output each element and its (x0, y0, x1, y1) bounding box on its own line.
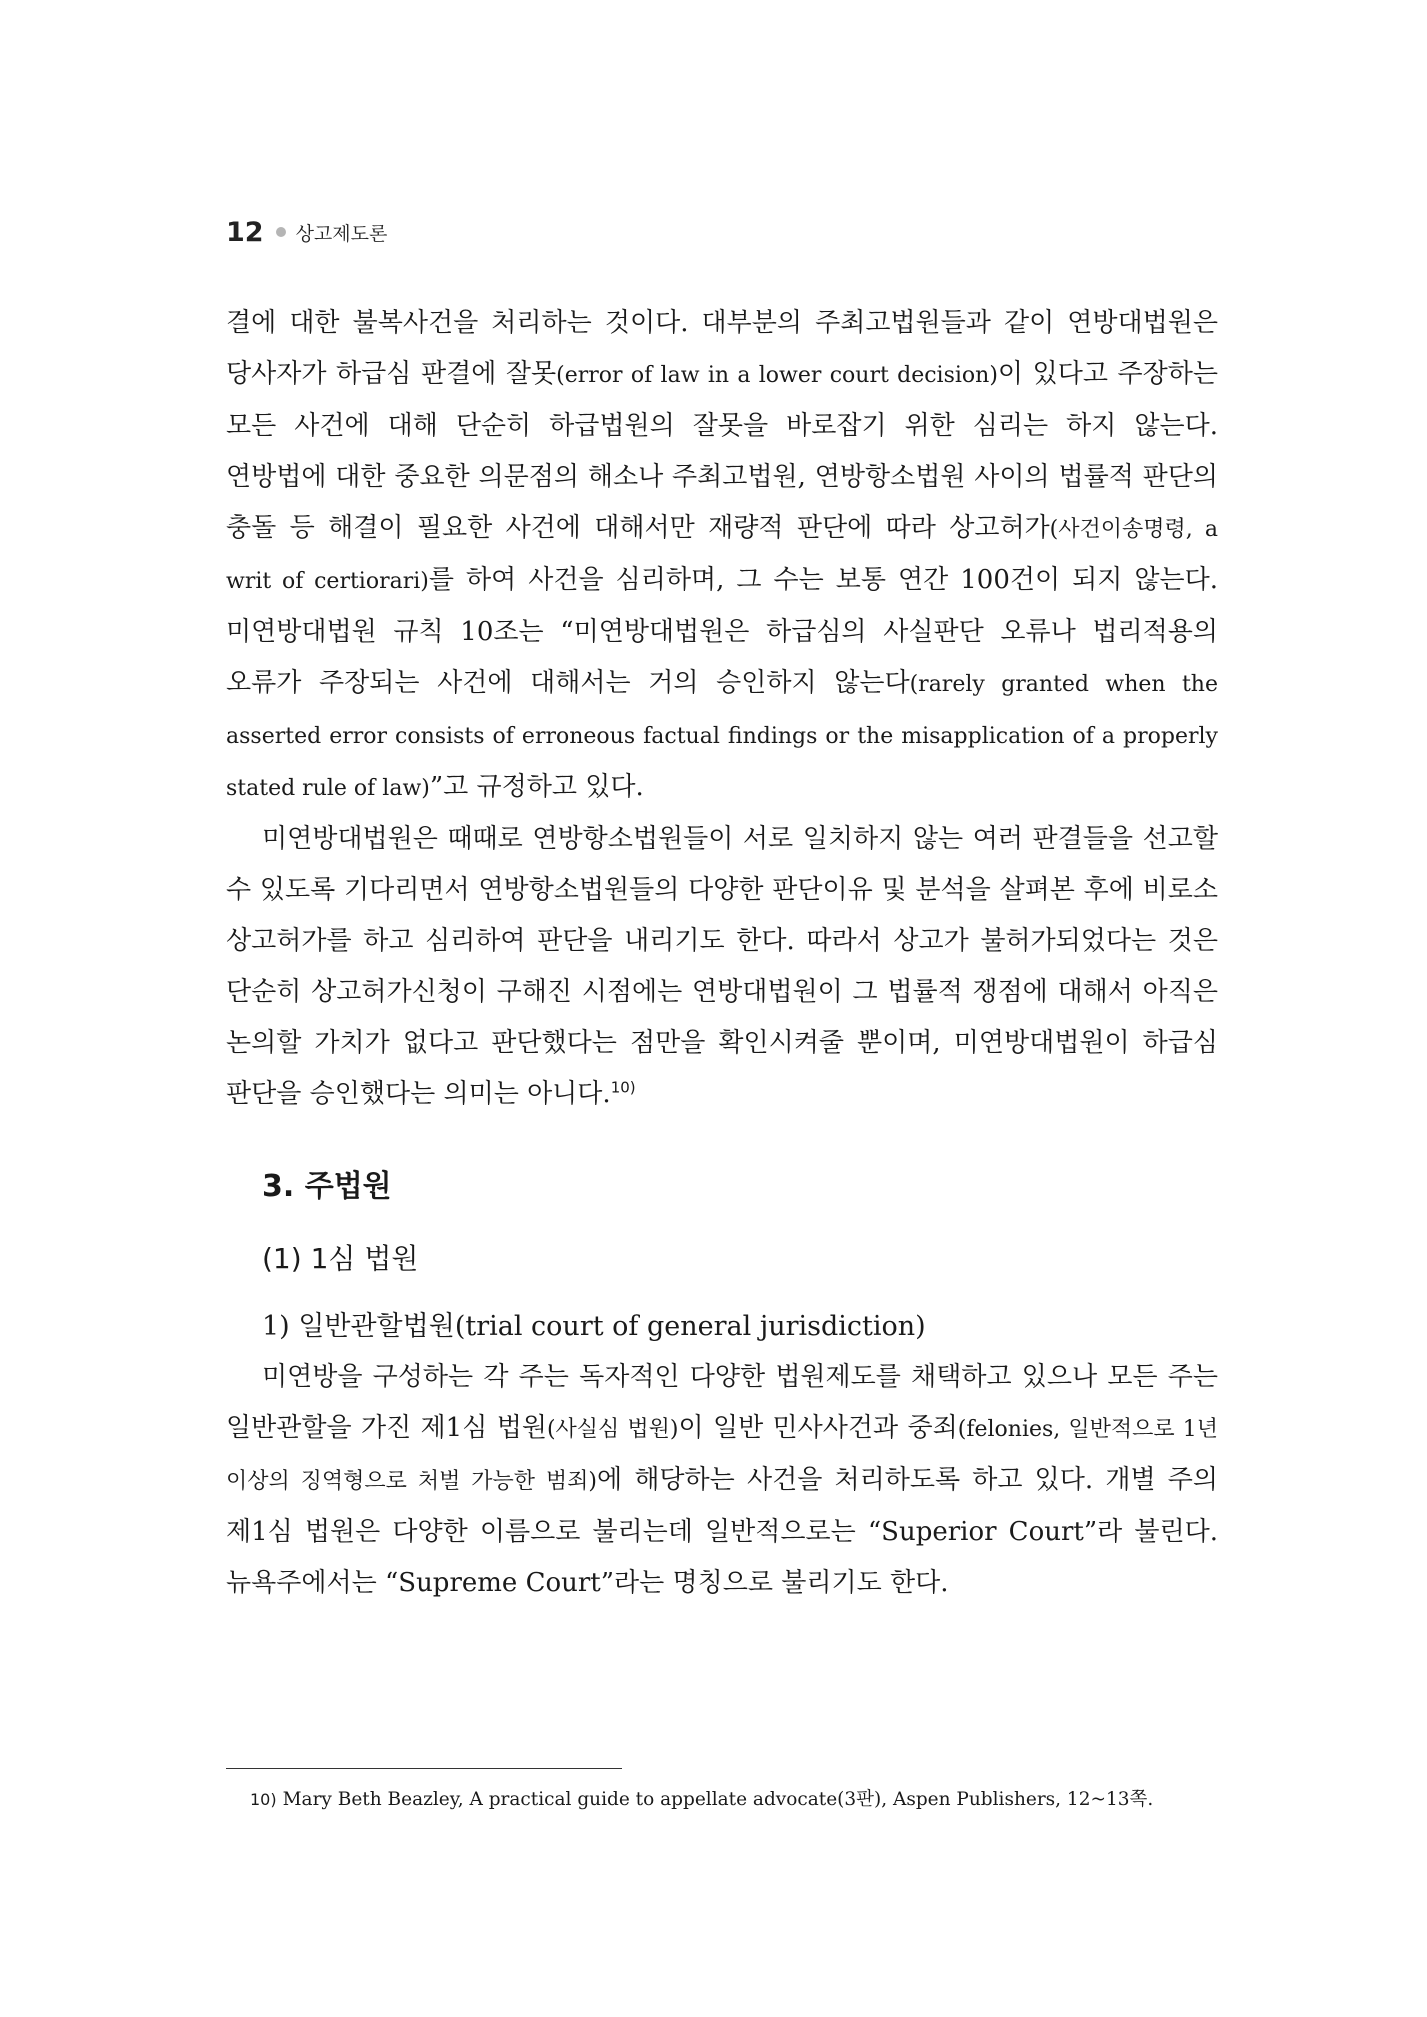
page-body (226, 298, 1218, 1609)
header-bullet-icon (276, 227, 286, 237)
paragraph-2 (226, 814, 1218, 1120)
footnote-mark: 10) (250, 1790, 277, 1809)
sub-subheading (262, 1302, 1218, 1352)
text-run: 이 일반 민사사건과 중죄 (678, 1413, 958, 1443)
heading-number: 1) (262, 1311, 290, 1342)
text-run: 미연방대법원은 때때로 연방항소법원들이 서로 일치하지 않는 여러 판결들을 선고할 수 있도록 기다리면서 연방항소법원들의 다양한 판단이유 및 분석을 살펴본 후에 비로소 상고허가를 하고 심리하여 판단을 내리기도 한다. 따라서 상고가 불허가되었다는 것은 단순히 상고허가신청이 구해진 시점에는 연방대법원이 그 법률적 쟁점에 대해서 아직은 논의할 가치가 없다고 판단했다는 점만을 확인시켜줄 뿐이며, 미연방대법원이 하급심 판단을 승인했다는 의미는 아니다. (226, 824, 1218, 1109)
text-run: 미연방을 구성하는 각 주는 독자적인 다양한 법원제도를 채택하고 있으나 모든 주는 일반관할을 가진 제1심 법원 (226, 1362, 1218, 1443)
text-run: (error of law in a lower court decision) (556, 363, 998, 388)
subsection-heading: (1) 1심 법원 (262, 1242, 419, 1275)
heading-title: 일반관할법원 (298, 1311, 455, 1342)
book-title: 상고제도론 (295, 222, 388, 245)
section-heading: 3. 주법원 (262, 1169, 392, 1204)
page-number: 12 (226, 216, 264, 248)
footnote (250, 1786, 1218, 1814)
footnote-divider (226, 1768, 622, 1769)
text-run: (rarely granted when the asserted error consists of erroneous factual findings or the misapplication of a properly stated rule of law) (226, 672, 1218, 801)
footnote-text: Mary Beth Beazley, A practical guide to appellate advocate(3판), Aspen Publishers, 12~13쪽. (282, 1789, 1154, 1810)
text-run: (사건이송명령, a writ of certiorari) (226, 517, 1218, 594)
text-run: (사실심 법원) (546, 1417, 679, 1442)
heading-english: (trial court of general jurisdiction) (454, 1311, 926, 1342)
text-run: 결에 대한 불복사건을 처리하는 것이다. 대부분의 주최고법원들과 같이 연방대법원은 당사자가 하급심 판결에 잘못 (226, 308, 1218, 389)
running-header (226, 214, 387, 250)
text-run: ”고 규정하고 있다. (429, 772, 644, 802)
text-run: (felonies, 일반적으로 1년 이상의 징역형으로 처벌 가능한 범죄) (226, 1417, 1218, 1494)
paragraph-1 (226, 298, 1218, 814)
text-run: 에 해당하는 사건을 처리하도록 하고 있다. 개별 주의 제1심 법원은 다양한 이름으로 불리는데 일반적으로는 “Superior Court”라 불린다. 뉴욕주에서는 “Supreme Court”라는 명칭으로 불리기도 한다. (226, 1465, 1218, 1598)
paragraph-3 (226, 1352, 1218, 1609)
text-run: 이 있다고 주장하는 모든 사건에 대해 단순히 하급법원의 잘못을 바로잡기 위한 심리는 하지 않는다. 연방법에 대한 중요한 의문점의 해소나 주최고법원, 연방항소법원 사이의 법률적 판단의 충돌 등 해결이 필요한 사건에 대해서만 재량적 판단에 따라 상고허가 (226, 359, 1218, 543)
text-run: 를 하여 사건을 심리하며, 그 수는 보통 연간 100건이 되지 않는다. 미연방대법원 규칙 10조는 “미연방대법원은 하급심의 사실판단 오류나 법리적용의 오류가 주장되는 사건에 대해서는 거의 승인하지 않는다 (226, 565, 1218, 698)
footnote-reference[interactable]: 10) (610, 1078, 636, 1097)
